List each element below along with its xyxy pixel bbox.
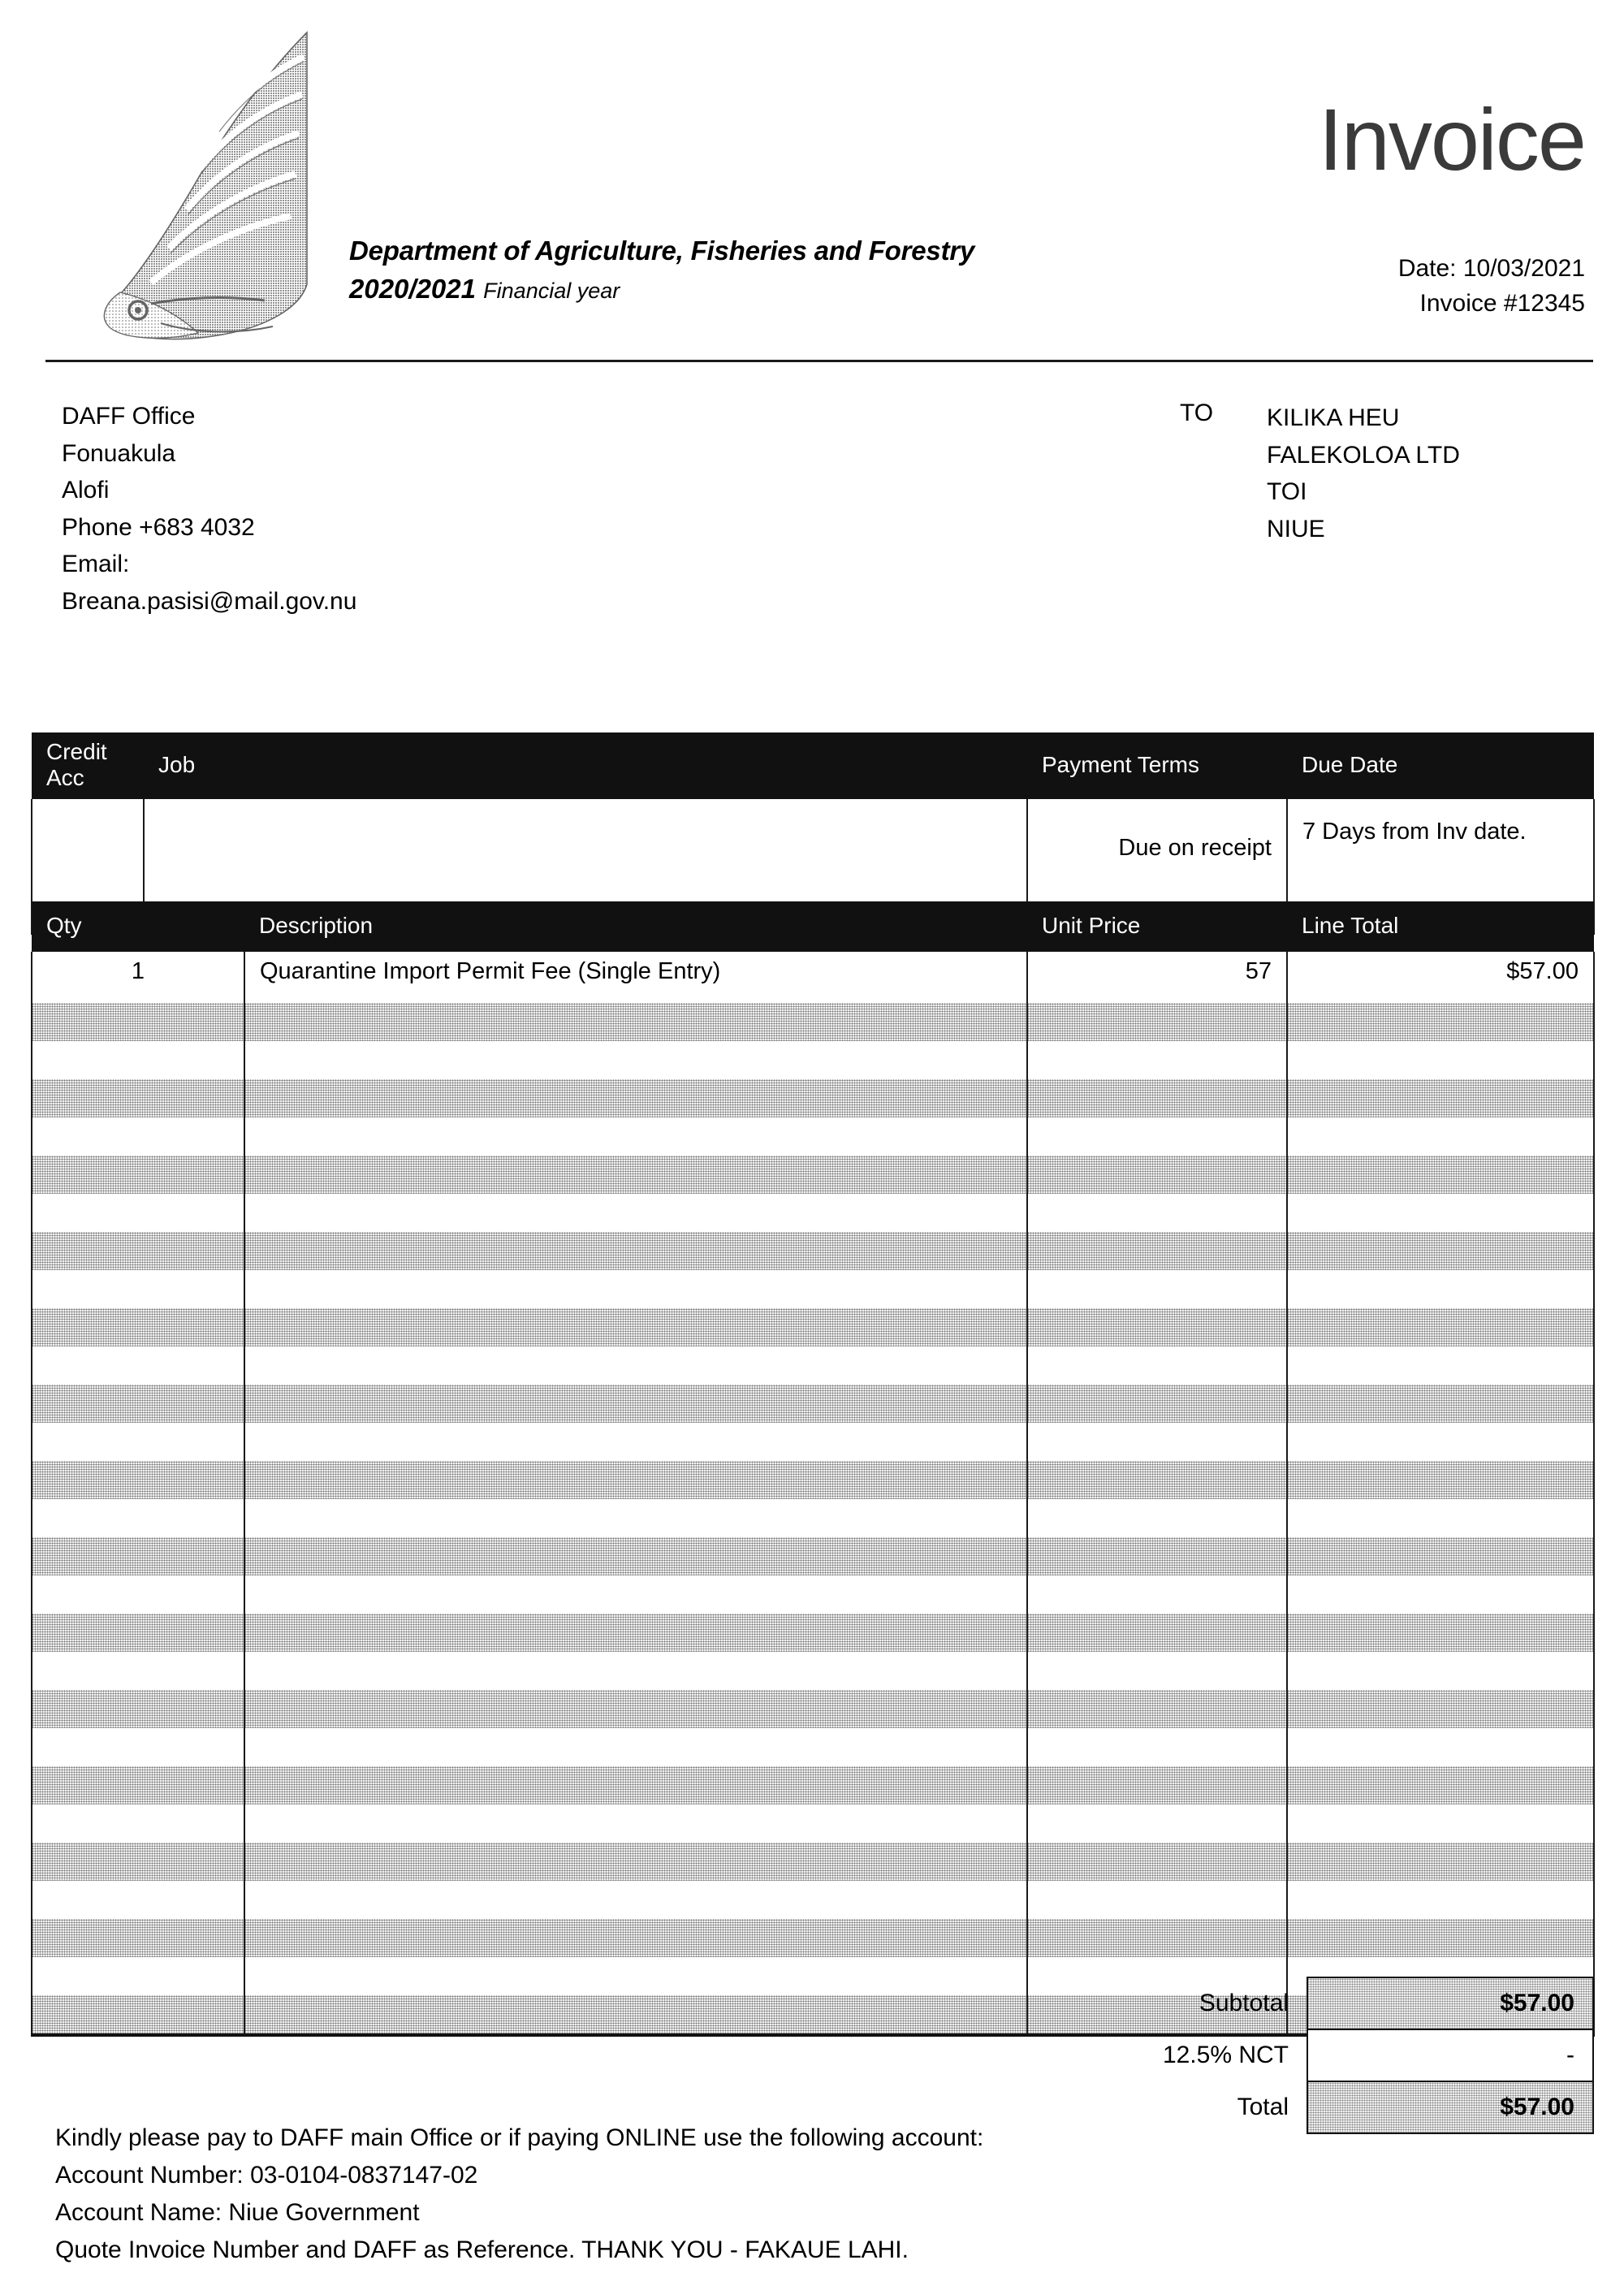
cell-empty <box>1287 1728 1594 1766</box>
cell-empty <box>1027 1499 1287 1537</box>
terms-table-header-row <box>32 732 1594 799</box>
cell-empty <box>1287 1575 1594 1614</box>
cell-empty <box>1027 1117 1287 1156</box>
table-row-empty <box>32 1652 1594 1690</box>
cell-empty <box>244 1270 1027 1308</box>
cell-empty <box>244 1804 1027 1843</box>
sender-line: Email: <box>62 551 130 578</box>
column-header-credit-acc: Credit Acc <box>32 732 144 799</box>
cell-empty <box>32 1041 244 1079</box>
fish-logo <box>63 24 315 341</box>
invoice-date: Date: 10/03/2021 <box>1397 255 1585 282</box>
cell-qty: 1 <box>32 952 244 1003</box>
cell-empty <box>1027 1346 1287 1385</box>
sender-line: Alofi <box>62 477 110 504</box>
line-items-table <box>31 901 1595 2037</box>
totals-row-subtotal <box>1080 1977 1593 2029</box>
cell-due-date: 7 Days from Inv date. <box>1287 799 1594 934</box>
cell-empty <box>244 1461 1027 1499</box>
page-title: Invoice <box>1318 90 1585 188</box>
recipient-line: TOI <box>1267 478 1307 506</box>
cell-empty <box>244 1041 1027 1079</box>
cell-empty <box>32 1919 244 1957</box>
cell-empty <box>1027 1690 1287 1728</box>
cell-empty <box>1287 1537 1594 1575</box>
cell-empty <box>1287 1652 1594 1690</box>
tax-value: - <box>1307 2029 1593 2081</box>
cell-empty <box>32 1537 244 1575</box>
table-row-empty <box>32 1270 1594 1308</box>
table-row-empty <box>32 1003 1594 1041</box>
cell-empty <box>32 1270 244 1308</box>
cell-empty <box>32 1461 244 1499</box>
cell-empty <box>244 1308 1027 1346</box>
table-row <box>32 952 1594 1003</box>
cell-empty <box>1287 1461 1594 1499</box>
cell-empty <box>244 1690 1027 1728</box>
recipient-line: FALEKOLOA LTD <box>1267 441 1460 469</box>
cell-empty <box>32 1423 244 1461</box>
subtotal-label: Subtotal <box>1199 1990 1289 2016</box>
cell-empty <box>244 1079 1027 1117</box>
cell-empty <box>244 1385 1027 1423</box>
cell-empty <box>244 1156 1027 1194</box>
cell-empty <box>1287 1194 1594 1232</box>
table-row-empty <box>32 1117 1594 1156</box>
column-header-unit-price: Unit Price <box>1027 901 1287 952</box>
invoice-header <box>0 0 1624 365</box>
cell-empty <box>1287 1614 1594 1652</box>
cell-empty <box>244 1614 1027 1652</box>
column-header-payment-terms: Payment Terms <box>1027 732 1287 799</box>
cell-empty <box>1287 1919 1594 1957</box>
cell-empty <box>32 1881 244 1919</box>
financial-year-line <box>349 272 1129 305</box>
column-header-due-date: Due Date <box>1287 732 1594 799</box>
table-row-empty <box>32 1499 1594 1537</box>
sender-line: Phone +683 4032 <box>62 513 255 541</box>
table-row-empty <box>32 1766 1594 1804</box>
recipient-line: KILIKA HEU <box>1267 404 1400 431</box>
cell-empty <box>32 1995 244 2035</box>
cell-empty <box>244 1995 1027 2035</box>
cell-empty <box>32 1117 244 1156</box>
column-header-job: Job <box>144 732 1027 799</box>
cell-empty <box>1027 1843 1287 1881</box>
table-row-empty <box>32 1575 1594 1614</box>
sender-line: Fonuakula <box>62 439 176 467</box>
footer-reference-note: Quote Invoice Number and DAFF as Reference. THANK YOU - FAKAUE LAHI. <box>55 2236 909 2263</box>
cell-empty <box>1027 1003 1287 1041</box>
recipient-line: NIUE <box>1267 515 1325 542</box>
organization-name: Department of Agriculture, Fisheries and Forestry <box>349 236 975 266</box>
cell-empty <box>1287 1499 1594 1537</box>
cell-empty <box>32 1728 244 1766</box>
cell-empty <box>32 1308 244 1346</box>
table-row-empty <box>32 1881 1594 1919</box>
sender-address <box>62 398 679 620</box>
header-divider <box>45 360 1593 362</box>
cell-empty <box>1287 1385 1594 1423</box>
column-header-line-total: Line Total <box>1287 901 1594 952</box>
cell-empty <box>244 1194 1027 1232</box>
totals-row-tax <box>1080 2029 1593 2081</box>
recipient-label: TO <box>1180 400 1214 426</box>
table-row-empty <box>32 1614 1594 1652</box>
table-row-empty <box>32 1308 1594 1346</box>
table-row-empty <box>32 1423 1594 1461</box>
cell-empty <box>1027 1652 1287 1690</box>
cell-empty <box>32 1843 244 1881</box>
cell-empty <box>1027 1461 1287 1499</box>
cell-empty <box>244 1232 1027 1270</box>
cell-empty <box>1027 1041 1287 1079</box>
cell-empty <box>32 1385 244 1423</box>
table-row-empty <box>32 1843 1594 1881</box>
cell-empty <box>1027 1919 1287 1957</box>
financial-year-suffix: Financial year <box>483 279 620 304</box>
cell-empty <box>32 1499 244 1537</box>
subtotal-value: $57.00 <box>1307 1977 1593 2029</box>
table-row-empty <box>32 1461 1594 1499</box>
cell-empty <box>32 1614 244 1652</box>
cell-empty <box>32 1575 244 1614</box>
cell-empty <box>1287 1270 1594 1308</box>
cell-payment-terms: Due on receipt <box>1027 799 1287 934</box>
cell-empty <box>1027 1881 1287 1919</box>
cell-empty <box>1027 1385 1287 1423</box>
cell-empty <box>32 1346 244 1385</box>
cell-empty <box>244 1766 1027 1804</box>
financial-year-value: 2020/2021 <box>349 274 476 305</box>
cell-empty <box>1287 1041 1594 1079</box>
cell-empty <box>32 1690 244 1728</box>
table-row-empty <box>32 1346 1594 1385</box>
cell-empty <box>1027 1614 1287 1652</box>
table-row-empty <box>32 1728 1594 1766</box>
cell-empty <box>244 1843 1027 1881</box>
cell-empty <box>244 1346 1027 1385</box>
cell-empty <box>1027 1308 1287 1346</box>
cell-empty <box>1287 1079 1594 1117</box>
total-label: Total <box>1237 2094 1289 2120</box>
cell-empty <box>244 1652 1027 1690</box>
table-row-empty <box>32 1194 1594 1232</box>
cell-empty <box>1287 1423 1594 1461</box>
footer-account-name: Account Name: Niue Government <box>55 2198 420 2226</box>
line-items-body <box>32 952 1594 2035</box>
cell-empty <box>244 1919 1027 1957</box>
cell-empty <box>32 1652 244 1690</box>
table-row-empty <box>32 1537 1594 1575</box>
cell-empty <box>32 1194 244 1232</box>
cell-empty <box>32 1156 244 1194</box>
cell-empty <box>1287 1117 1594 1156</box>
cell-empty <box>1027 1423 1287 1461</box>
cell-empty <box>32 1003 244 1041</box>
cell-empty <box>32 1079 244 1117</box>
cell-unit-price: 57 <box>1027 952 1287 1003</box>
cell-empty <box>244 1499 1027 1537</box>
table-row-empty <box>32 1385 1594 1423</box>
footer-account-number: Account Number: 03-0104-0837147-02 <box>55 2161 478 2189</box>
cell-line-total: $57.00 <box>1287 952 1594 1003</box>
cell-empty <box>1287 1346 1594 1385</box>
cell-empty <box>244 1575 1027 1614</box>
payment-instructions <box>55 2120 1273 2269</box>
cell-empty <box>244 1423 1027 1461</box>
cell-empty <box>244 1117 1027 1156</box>
cell-empty <box>1027 1270 1287 1308</box>
items-table-header-row <box>32 901 1594 952</box>
cell-empty <box>1287 1881 1594 1919</box>
cell-empty <box>1027 1079 1287 1117</box>
table-row-empty <box>32 1041 1594 1079</box>
cell-empty <box>1287 1804 1594 1843</box>
cell-empty <box>244 1957 1027 1995</box>
column-header-qty: Qty <box>32 901 244 952</box>
recipient-address <box>1267 400 1460 547</box>
invoice-meta <box>1398 252 1585 321</box>
invoice-number: Invoice #12345 <box>1419 289 1585 317</box>
cell-empty <box>1287 1766 1594 1804</box>
cell-empty <box>1287 1156 1594 1194</box>
sender-line: DAFF Office <box>62 403 196 430</box>
cell-empty <box>244 1728 1027 1766</box>
cell-empty <box>1287 1232 1594 1270</box>
cell-empty <box>32 1766 244 1804</box>
cell-empty <box>1027 1194 1287 1232</box>
cell-empty <box>244 1003 1027 1041</box>
cell-empty <box>32 1232 244 1270</box>
cell-empty <box>1027 1766 1287 1804</box>
table-row-empty <box>32 1804 1594 1843</box>
cell-empty <box>1027 1575 1287 1614</box>
cell-empty <box>244 1537 1027 1575</box>
cell-empty <box>1027 1156 1287 1194</box>
tax-label: 12.5% NCT <box>1162 2042 1289 2068</box>
cell-empty <box>1287 1308 1594 1346</box>
table-row-empty <box>32 1690 1594 1728</box>
total-value: $57.00 <box>1307 2081 1593 2133</box>
cell-empty <box>1027 1728 1287 1766</box>
column-header-description: Description <box>244 901 1027 952</box>
table-row-empty <box>32 1919 1594 1957</box>
cell-empty <box>1027 1232 1287 1270</box>
table-row-empty <box>32 1156 1594 1194</box>
cell-empty <box>1027 1537 1287 1575</box>
cell-empty <box>1287 1843 1594 1881</box>
sender-email: Breana.pasisi@mail.gov.nu <box>62 587 357 615</box>
totals-table <box>1080 1977 1594 2134</box>
cell-empty <box>32 1957 244 1995</box>
organization-block <box>349 234 1129 306</box>
cell-empty <box>1287 1690 1594 1728</box>
cell-description: Quarantine Import Permit Fee (Single Entry) <box>244 952 1027 1003</box>
cell-empty <box>32 1804 244 1843</box>
table-row-empty <box>32 1232 1594 1270</box>
cell-empty <box>1287 1003 1594 1041</box>
cell-empty <box>244 1881 1027 1919</box>
footer-line: Kindly please pay to DAFF main Office or if paying ONLINE use the following account: <box>55 2124 984 2151</box>
cell-empty <box>1027 1804 1287 1843</box>
table-row-empty <box>32 1079 1594 1117</box>
